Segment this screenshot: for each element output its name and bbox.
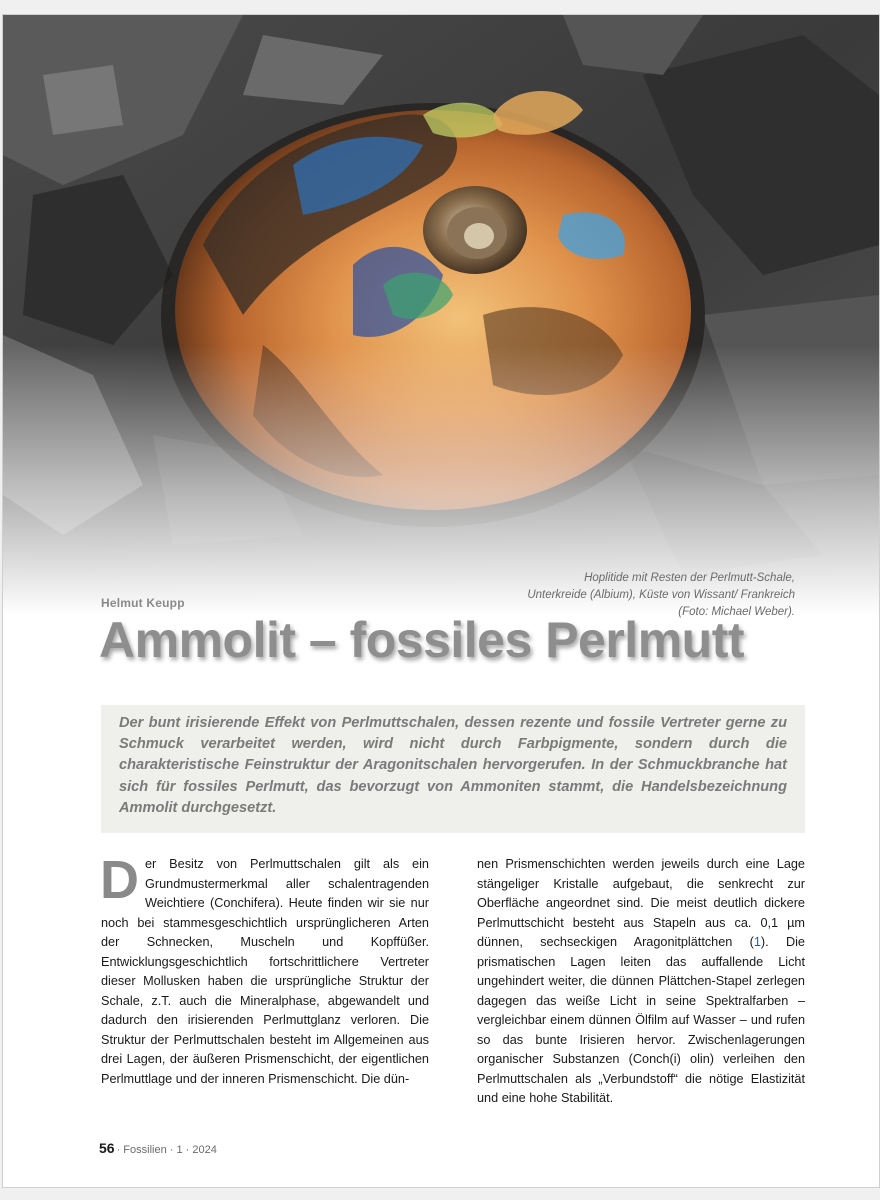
- lead-paragraph: Der bunt irisierende Effekt von Perlmuttschalen, dessen rezente und fossile Vertreter gerne zu Schmuck verarbeitet werden, wird nicht durch Farbpigmente, sondern durch die charakteristische Feinstruktur der Aragonitschalen hervorgerufen. In der Schmuckbranche hat sich für fossiles Perlmutt, das bevorzugt von Ammoniten stammt, die Handelsbezeichnung Ammolit durchgesetzt.: [119, 715, 787, 816]
- figure-reference-link[interactable]: 1: [753, 935, 761, 949]
- author-name: Helmut Keupp: [101, 596, 185, 610]
- page-footer: [99, 1140, 217, 1156]
- body-text-2b: ). Die prismatischen Lagen leiten das auffallende Licht ungehindert weiter, die dünnen Plättchen-Stapel zerlegen dagegen das weiße Licht in seine Spektralfarben – vergleichbar einem dünnen Ölfilm auf Wasser – und rufen so das bunte Irisieren hervor. Zwischenlagerungen organischer Substanzen (Conch(i) olin) verleihen den Perlmuttschalen als „Verbundstoff“ die nötige Elastizität und eine hohe Stabilität.: [477, 935, 805, 1105]
- body-text-2a: nen Prismenschichten werden jeweils durch eine Lage stängeliger Kristalle aufgebaut, die senkrecht zur Oberfläche angeordnet sind. Die meist deutlich dickere Perlmuttschicht besteht aus Stapeln aus ca. 0,1 µm dünnen, sechseckigen Aragonitplättchen (: [477, 857, 805, 949]
- ammonite-photo-illustration: [3, 15, 879, 615]
- photo-caption: Hoplitide mit Resten der Perlmutt-Schale, Unterkreide (Albium), Küste von Wissant/ Frankreich (Foto: Michael Weber).: [527, 572, 795, 618]
- text-column-right: [477, 855, 805, 1109]
- page-number: 56: [99, 1140, 115, 1156]
- magazine-page: [2, 14, 880, 1188]
- lead-box: [101, 705, 805, 833]
- text-column-left: [100, 850, 429, 1089]
- body-paragraph-1: [100, 850, 429, 1089]
- body-paragraph-2: [477, 855, 805, 1109]
- body-text-1: er Besitz von Perlmuttschalen gilt als ein Grundmustermerkmal aller schalentragenden Weichtiere (Conchifera). Heute finden wir sie nur noch bei stammesgeschichtlich ursprünglicheren Arten der Schnecken, Muscheln und Kopffüßer. Entwicklungsgeschichtlich fortschrittlichere Vertreter dieser Mollusken haben die ursprüngliche Struktur der Schale, z.T. auch die Mineralphase, abgewandelt und dadurch den irisierenden Perlmuttglanz verloren. Die Struktur der Perlmuttschalen besteht im Allgemeinen aus drei Lagen, der äußeren Prismenschicht, der eigentlichen Perlmuttlage und der inneren Prismenschicht. Die dün-: [101, 857, 429, 1086]
- ammonite-photo: [3, 15, 879, 615]
- magazine-issue: · Fossilien · 1 · 2024: [116, 1144, 217, 1156]
- drop-cap: D: [100, 850, 139, 910]
- article-title: Ammolit – fossiles Perlmutt: [99, 612, 744, 668]
